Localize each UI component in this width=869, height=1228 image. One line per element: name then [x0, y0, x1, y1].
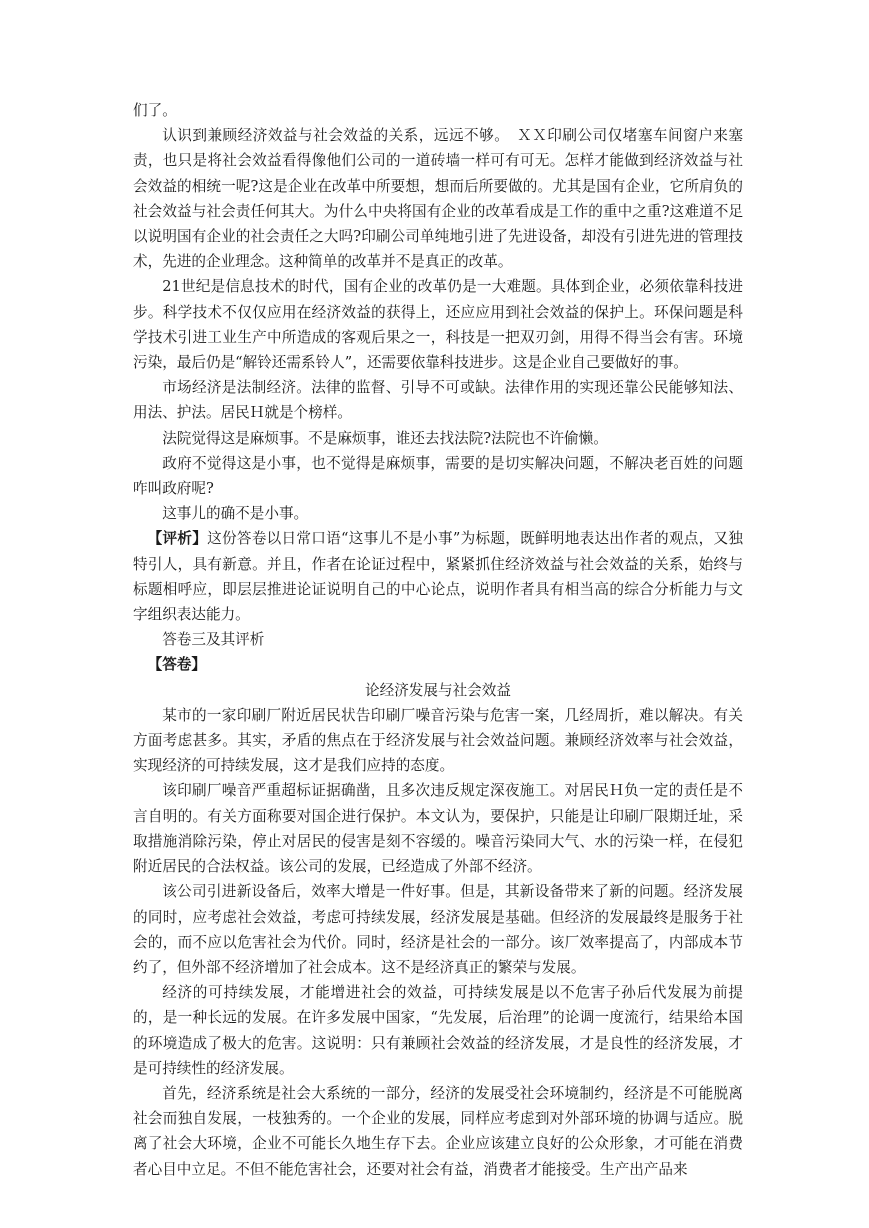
review-label: 【评析】: [147, 530, 208, 548]
essay-paragraph: 首先，经济系统是社会大系统的一部分，经济的发展受社会环境制约，经济是不可能脱离社会而独自发展，一枝独秀的。一个企业的发展，同样应考虑到对外部环境的协调与适应。脱离了社会大环境，企业不可能长久地生存下去。企业应该建立良好的公众形象，才可能在消费者心目中立足。不但不能危害社会，还要对社会有益，消费者才能接受。生产出产品来: [133, 1084, 743, 1178]
review-paragraph: [133, 526, 743, 627]
paragraph: 政府不觉得这是小事，也不觉得是麻烦事，需要的是切实解决问题，不解决老百姓的问题咋叫政府呢?: [133, 454, 743, 498]
paragraph: 这事儿的确不是小事。: [162, 505, 309, 523]
answer-label: 【答卷】: [147, 656, 206, 674]
paragraph: 市场经济是法制经济。法律的监督、引导不可或缺。法律作用的实现还靠公民能够知法、用法、护法。居民Ｈ就是个榜样。: [133, 379, 743, 422]
essay-paragraph: 该印刷厂噪音严重超标证据确凿，且多次违反规定深夜施工。对居民Ｈ负一定的责任是不言自明的。有关方面称要对国企进行保护。本文认为，要保护，只能是让印刷厂限期迁址，采取措施消除污染，停止对居民的侵害是刻不容缓的。噪音污染同大气、水的污染一样，在侵犯附近居民的合法权益。该公司的发展，已经造成了外部不经济。: [133, 782, 743, 876]
essay-title: 论经济发展与社会效益: [365, 681, 511, 699]
essay-paragraph: 该公司引进新设备后，效率大增是一件好事。但是，其新设备带来了新的问题。经济发展的同时，应考虑社会效益，考虑可持续发展，经济发展是基础。但经济的发展最终是服务于社会的，而不应以危害社会为代价。同时，经济是社会的一部分。该厂效率提高了，内部成本节约了，但外部不经济增加了社会成本。这不是经济真正的繁荣与发展。: [133, 883, 743, 976]
paragraph: 认识到兼顾经济效益与社会效益的关系，远远不够。 ＸＸ印刷公司仅堵塞车间窗户来塞责，也只是将社会效益看得像他们公司的一道砖墙一样可有可无。怎样才能做到经济效益与社会效益的相统一呢?这是企业在改革中所要想，想而后所要做的。尤其是国有企业，它所肩负的社会效益与社会责任何其大。为什么中央将国有企业的改革看成是工作的重中之重?这难道不足以说明国有企业的社会责任之大吗?印刷公司单纯地引进了先进设备，却没有引进先进的管理技术，先进的企业理念。这种简单的改革并不是真正的改革。: [133, 127, 743, 271]
essay-paragraph: 经济的可持续发展，才能增进社会的效益，可持续发展是以不危害子孙后代发展为前提的，是一种长远的发展。在许多发展中国家，“先发展，后治理”的论调一度流行，结果给本国的环境造成了极大的危害。这说明：只有兼顾社会效益的经济发展，才是良性的经济发展，才是可持续性的经济发展。: [133, 984, 743, 1077]
continued-paragraph: 们了。: [133, 102, 177, 119]
paragraph: 21世纪是信息技术的时代，国有企业的改革仍是一大难题。具体到企业，必须依靠科技进步。科学技术不仅仅应用在经济效益的获得上，还应应用到社会效益的保护上。环保问题是科学技术引进工业生产中所造成的客观后果之一，科技是一把双刃剑，用得不得当会有害。环境污染，最后仍是“解铃还需系铃人”，还需要依靠科技进步。这是企业自己要做好的事。: [133, 278, 743, 372]
essay-paragraph: 某市的一家印刷厂附近居民状告印刷厂噪音污染与危害一案，几经周折，难以解决。有关方面考虑甚多。其实，矛盾的焦点在于经济发展与社会效益问题。兼顾经济效率与社会效益，实现经济的可持续发展，这才是我们应持的态度。: [133, 706, 743, 775]
section-heading: 答卷三及其评析: [162, 631, 265, 649]
paragraph: 法院觉得这是麻烦事。不是麻烦事，谁还去找法院?法院也不许偷懒。: [162, 429, 608, 447]
document-page: [133, 98, 743, 1182]
review-text: 这份答卷以日常口语“这事儿不是小事”为标题，既鲜明地表达出作者的观点，又独特引人，具有新意。并且，作者在论证过程中，紧紧抓住经济效益与社会效益的关系，始终与标题相呼应，即层层推进论证说明自己的中心论点，说明作者具有相当高的综合分析能力与文字组织表达能力。: [133, 530, 743, 624]
